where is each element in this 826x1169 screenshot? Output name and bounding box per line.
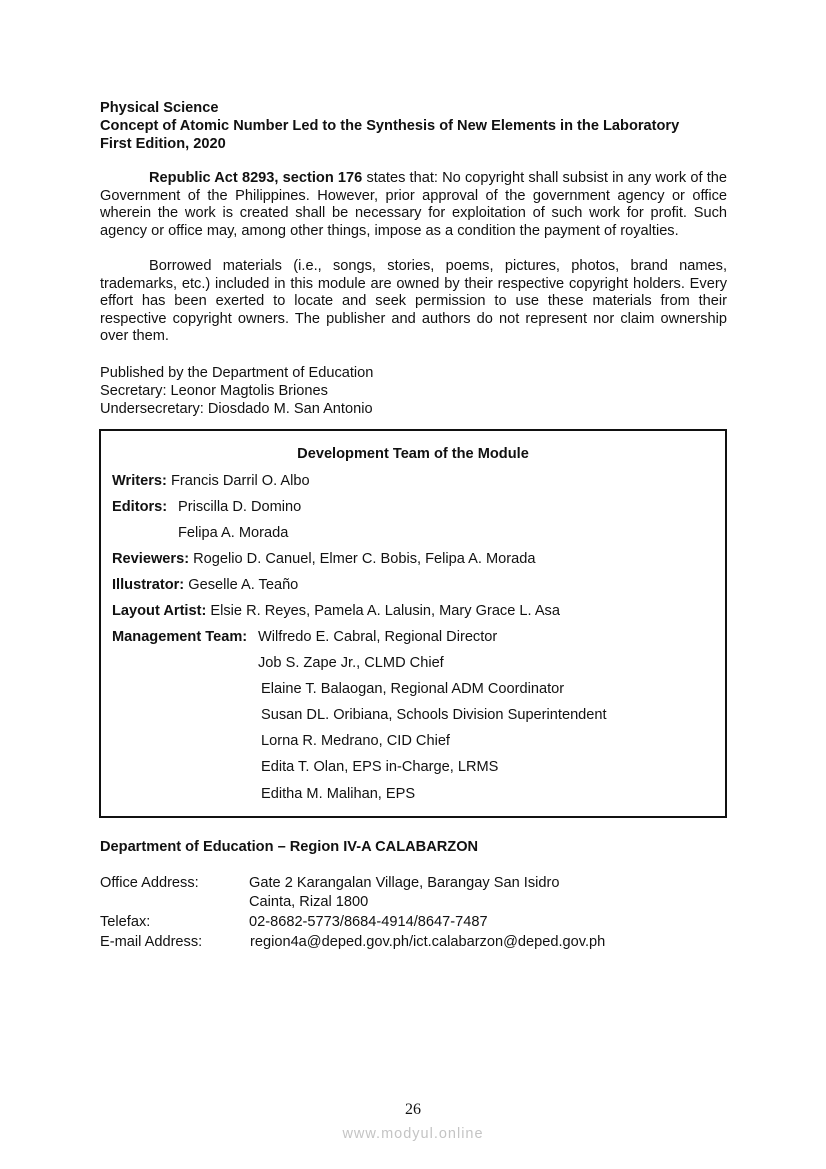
layout-artist-value: Elsie R. Reyes, Pamela A. Lalusin, Mary Grace L. Asa — [206, 603, 560, 619]
edition-label: First Edition, 2020 — [100, 136, 226, 152]
writers-label: Writers: — [112, 473, 167, 489]
team-title: Development Team of the Module — [297, 446, 529, 462]
borrowed-materials-paragraph: Borrowed materials (i.e., songs, stories, poems, pictures, photos, brand names, trademarks, etc.) included in this module are owned by their respective copyright holders. Every effort has been exerted to locate and seek permission to use these materials from their respective copyright owners. The publisher and authors do not represent nor claim ownership over them. — [100, 258, 727, 345]
writers-value: Francis Darril O. Albo — [166, 473, 310, 489]
reviewers-row — [112, 550, 535, 568]
reviewers-label: Reviewers: — [112, 551, 190, 567]
management-member: Job S. Zape Jr., CLMD Chief — [258, 655, 444, 671]
editor-name: Priscilla D. Domino — [178, 499, 302, 515]
office-address-label: Office Address: — [100, 875, 199, 891]
office-address-line: Gate 2 Karangalan Village, Barangay San Isidro — [249, 875, 560, 891]
watermark: www.modyul.online — [342, 1126, 484, 1142]
module-title: Concept of Atomic Number Led to the Synthesis of New Elements in the Laboratory — [100, 118, 680, 134]
page-number: 26 — [405, 1101, 421, 1118]
email-value: region4a@deped.gov.ph/ict.calabarzon@deped.gov.ph — [250, 934, 606, 950]
email-label: E-mail Address: — [100, 934, 203, 950]
republic-act-reference: Republic Act 8293, section 176 — [149, 170, 363, 186]
telefax-label: Telefax: — [100, 914, 151, 930]
telefax-value: 02-8682-5773/8684-4914/8647-7487 — [249, 914, 488, 930]
secretary: Secretary: Leonor Magtolis Briones — [100, 383, 328, 399]
management-member: Elaine T. Balaogan, Regional ADM Coordinator — [261, 681, 565, 697]
layout-artist-label: Layout Artist: — [112, 603, 207, 619]
illustrator-label: Illustrator: — [112, 577, 185, 593]
office-address-line: Cainta, Rizal 1800 — [249, 894, 369, 910]
management-member: Lorna R. Medrano, CID Chief — [261, 733, 450, 749]
management-member: Wilfredo E. Cabral, Regional Director — [258, 629, 498, 645]
undersecretary: Undersecretary: Diosdado M. San Antonio — [100, 401, 373, 417]
illustrator-row — [112, 576, 298, 594]
illustrator-value: Geselle A. Teaño — [184, 577, 299, 593]
subject-title: Physical Science — [100, 100, 219, 116]
management-team-label: Management Team: — [112, 629, 248, 645]
management-member: Edita T. Olan, EPS in-Charge, LRMS — [261, 759, 499, 775]
published-by: Published by the Department of Education — [100, 365, 374, 381]
copyright-text: states that: No copyright shall subsist in any work of the Government of the Philippines. However, prior approval of the government agency or office wherein the work is created shall be necessary for exploitation of such work for profit. Such agency or office may, among other things, impose as a condition the payment of royalties. — [100, 170, 727, 239]
management-member: Susan DL. Oribiana, Schools Division Superintendent — [261, 707, 607, 723]
writers-row — [112, 472, 310, 490]
reviewers-value: Rogelio D. Canuel, Elmer C. Bobis, Felipa A. Morada — [189, 551, 536, 567]
copyright-paragraph — [100, 170, 727, 240]
editors-label: Editors: — [112, 499, 168, 515]
management-member: Editha M. Malihan, EPS — [261, 786, 416, 802]
editor-name: Felipa A. Morada — [178, 525, 289, 541]
region-title: Department of Education – Region IV-A CALABARZON — [100, 839, 479, 855]
layout-artist-row — [112, 602, 560, 620]
development-team-box — [99, 429, 727, 818]
